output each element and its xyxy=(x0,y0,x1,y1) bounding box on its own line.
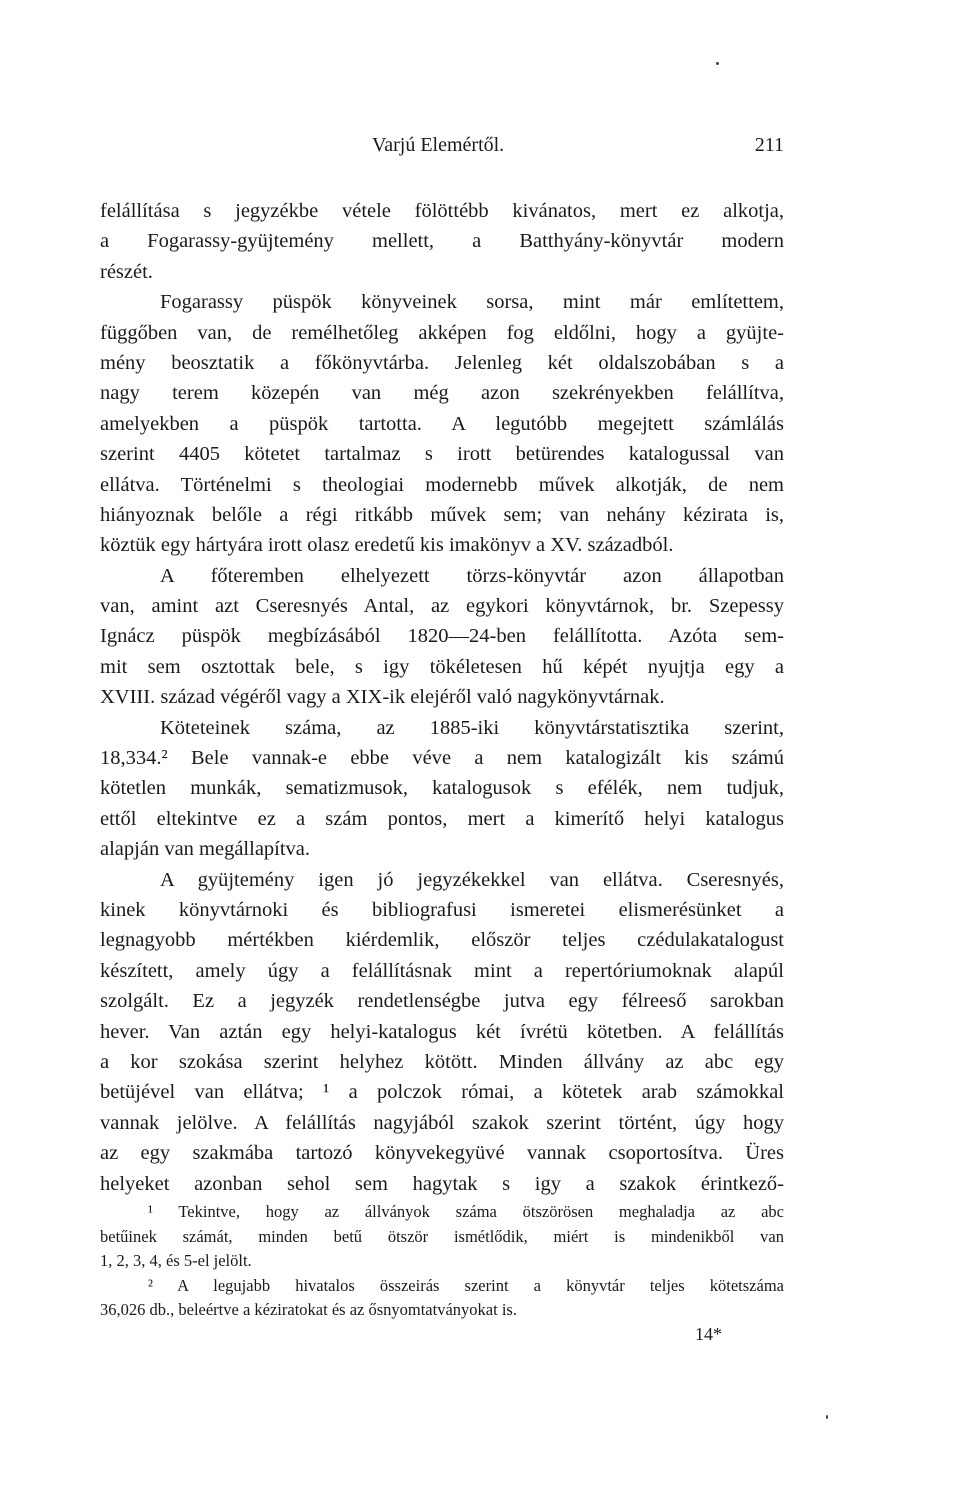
body-line: 18,334.² Bele vannak-e ebbe véve a nem katalogizált kis számú xyxy=(100,747,784,770)
body-line: mény beosztatik a főkönyvtárba. Jelenleg két oldalszobában s a xyxy=(100,351,784,374)
body-line: legnagyobb mértékben kiérdemlik, először teljes czédulakatalogust xyxy=(100,929,784,952)
body-line: vannak jelölve. A felállítás nagyjából szakok szerint történt, úgy hogy xyxy=(100,1111,784,1134)
body-line: van, amint azt Cseresnyés Antal, az egykori könyvtárnok, br. Szepessy xyxy=(100,595,784,618)
running-title: Varjú Elemértől. xyxy=(372,134,505,156)
body-line: hever. Van aztán egy helyi-katalogus két ívrétü kötetben. A felállítás xyxy=(100,1020,784,1043)
printer-signature: 14* xyxy=(695,1324,722,1344)
footnote-1-line: ¹ Tekintve, hogy az állványok száma ötszörösen meghaladja az abc xyxy=(148,1202,784,1221)
body-line: függőben van, de remélhetőleg akképen fog eldőlni, hogy a gyüjte- xyxy=(100,321,784,344)
footnote-1-line: 1, 2, 3, 4, és 5-el jelölt. xyxy=(100,1251,252,1270)
footnote-1-line: betűinek számát, minden betű ötször ismétlődik, miért is mindenikből van xyxy=(100,1226,784,1246)
body-line: Ignácz püspök megbízásából 1820—24-ben felállította. Azóta sem- xyxy=(100,625,784,648)
footnote-2-line: 36,026 db., beleértve a kéziratokat és az ősnyomtatványokat is. xyxy=(100,1300,517,1319)
body-line: A főteremben elhelyezett törzs-könyvtár azon állapotban xyxy=(160,564,784,587)
body-line: Fogarassy püspök könyveinek sorsa, mint már említettem, xyxy=(160,291,784,314)
body-line: felállítása s jegyzékbe vétele fölöttébb kivánatos, mert ez alkotja, xyxy=(100,200,784,222)
body-line: kötetlen munkák, sematizmusok, katalogusok s efélék, nem tudjuk, xyxy=(100,777,784,800)
body-line: a kor szokása szerint helyhez kötött. Minden állvány az abc egy xyxy=(100,1050,784,1073)
body-line: XVIII. század végéről vagy a XIX-ik elejéről való nagykönyvtárnak. xyxy=(100,686,665,709)
footnotes xyxy=(100,1200,784,1323)
body-line: alapján van megállapítva. xyxy=(100,838,311,861)
body-line: a Fogarassy-gyüjtemény mellett, a Batthyány-könyvtár modern xyxy=(100,230,784,253)
body-line: kinek könyvtárnoki és bibliografusi ismeretei elismerésünket a xyxy=(100,898,784,921)
body-line: készített, amely úgy a felállításnak mint a repertóriumoknak alapúl xyxy=(100,959,784,982)
body-line: ellátva. Történelmi s theologiai modernebb művek alkotják, de nem xyxy=(100,473,784,496)
body-text xyxy=(100,196,784,1199)
body-line: mit sem osztottak bele, s igy tökéletesen hű képét nyujtja egy a xyxy=(100,655,784,678)
scan-speck xyxy=(826,1415,828,1419)
body-line: szolgált. Ez a jegyzék rendetlenségbe jutva egy félreeső sarokban xyxy=(100,990,784,1013)
body-line: köztük egy hártyára irott olasz eredetű kis imakönyv a XV. századból. xyxy=(100,534,674,557)
body-line: ettől eltekintve ez a szám pontos, mert a kimerítő helyi katalogus xyxy=(100,807,784,830)
body-line: amelyekben a püspök tartotta. A legutóbb megejtett számlálás xyxy=(100,412,784,435)
body-line: az egy szakmába tartozó könyvekegyüvé vannak csoportosítva. Üres xyxy=(100,1142,784,1165)
body-line: Köteteinek száma, az 1885-iki könyvtárstatisztika szerint, xyxy=(160,716,784,739)
body-line: A gyüjtemény igen jó jegyzékekkel van ellátva. Cseresnyés, xyxy=(160,868,784,891)
body-line: nagy terem közepén van még azon szekrényekben felállítva, xyxy=(100,382,784,405)
page-number: 211 xyxy=(754,134,784,156)
body-line: szerint 4405 kötetet tartalmaz s irott betürendes katalogussal van xyxy=(100,443,784,466)
body-line: helyeket azonban sehol sem hagytak s igy a szakok érintkező- xyxy=(100,1172,784,1195)
scan-speck xyxy=(716,62,719,65)
footnote-2-line: ² A legujabb hivatalos összeirás szerint a könyvtár teljes kötetszáma xyxy=(148,1275,784,1295)
book-page xyxy=(100,0,784,1510)
body-line: részét. xyxy=(100,260,153,283)
body-line: betüjével van ellátva; ¹ a polczok római, a kötetek arab számokkal xyxy=(100,1081,784,1104)
body-line: hiányoznak belőle a régi ritkább művek sem; van nehány kézirata is, xyxy=(100,503,784,526)
running-head xyxy=(100,131,784,159)
